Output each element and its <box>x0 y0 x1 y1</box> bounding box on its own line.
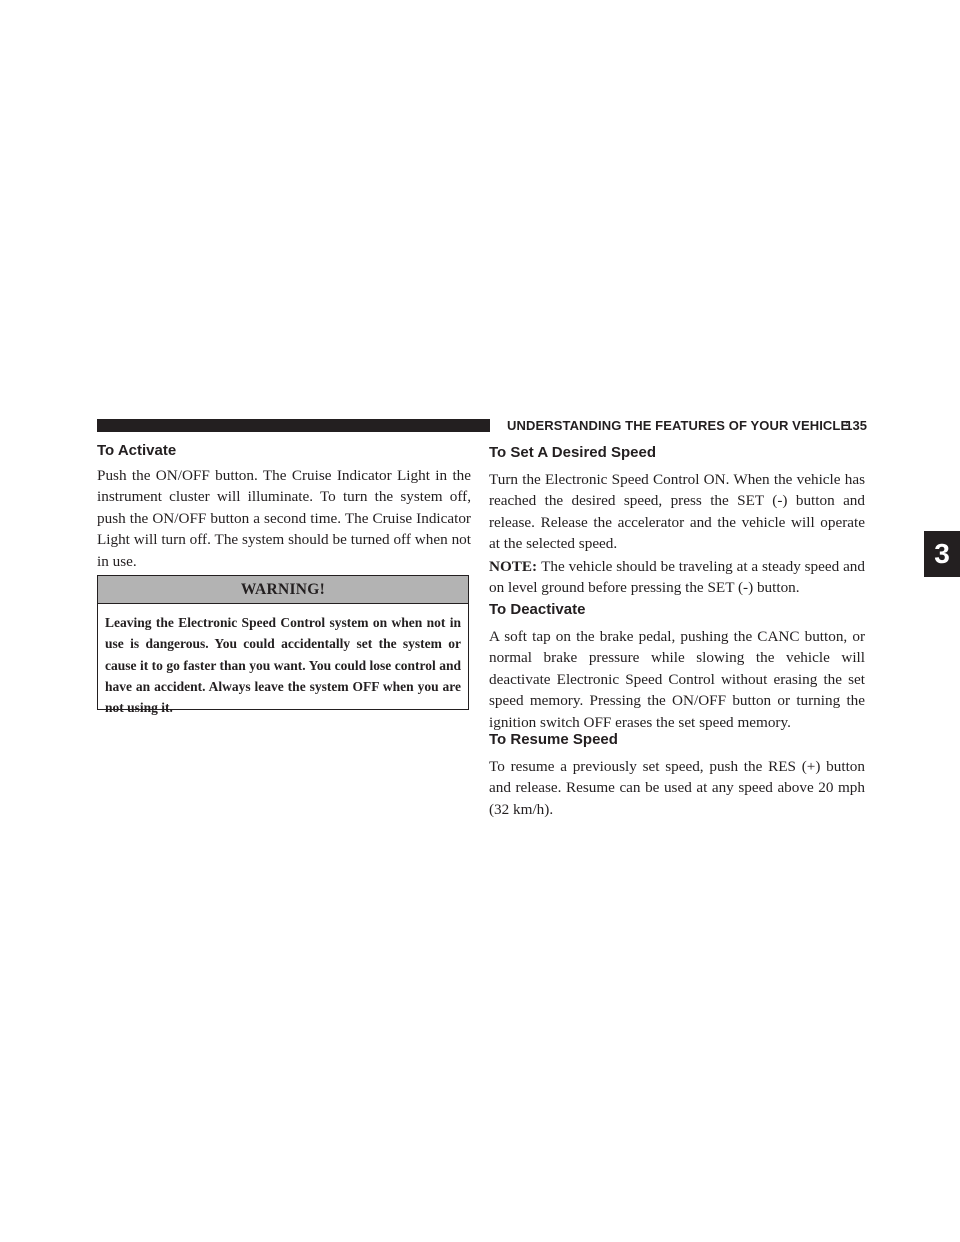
running-header-title: UNDERSTANDING THE FEATURES OF YOUR VEHICLE <box>507 418 850 433</box>
heading-to-deactivate: To Deactivate <box>489 601 586 618</box>
heading-set-desired-speed: To Set A Desired Speed <box>489 444 656 461</box>
header-rule <box>97 419 490 432</box>
chapter-tab: 3 <box>924 531 960 577</box>
heading-to-resume-speed: To Resume Speed <box>489 731 618 748</box>
activate-paragraph: Push the ON/OFF button. The Cruise Indicator Light in the instrument cluster will illuminate. To turn the system off, push the ON/OFF button a second time. The Cruise Indicator Light will turn off. The system should be turned off when not in use. <box>97 467 471 570</box>
deactivate-paragraph: A soft tap on the brake pedal, pushing the CANC button, or normal brake pressure while slowing the vehicle will deactivate Electronic Speed Control without erasing the set speed memory. Pressing the ON/OFF button or turning the ignition switch OFF erases the set speed memory. <box>489 628 865 731</box>
warning-title: WARNING! <box>98 576 468 604</box>
heading-to-activate: To Activate <box>97 442 177 459</box>
set-speed-paragraph: Turn the Electronic Speed Control ON. When the vehicle has reached the desired speed, press the SET (-) button and release. Release the accelerator and the vehicle will operate at the selected speed. <box>489 471 865 553</box>
warning-text: Leaving the Electronic Speed Control system on when not in use is dangerous. You could accidentally set the system or cause it to go faster than you want. You could lose control and have an accident. Always leave the system OFF when you are not using it. <box>105 615 461 716</box>
note-label: NOTE: <box>489 558 538 575</box>
warning-box <box>97 575 469 716</box>
resume-paragraph: To resume a previously set speed, push the RES (+) button and release. Resume can be used at any speed above 20 mph (32 km/h). <box>489 758 865 818</box>
page-number: 135 <box>845 418 867 433</box>
note-text: The vehicle should be traveling at a steady speed and on level ground before pressing the SET (-) button. <box>489 558 865 597</box>
note-paragraph <box>489 556 865 599</box>
